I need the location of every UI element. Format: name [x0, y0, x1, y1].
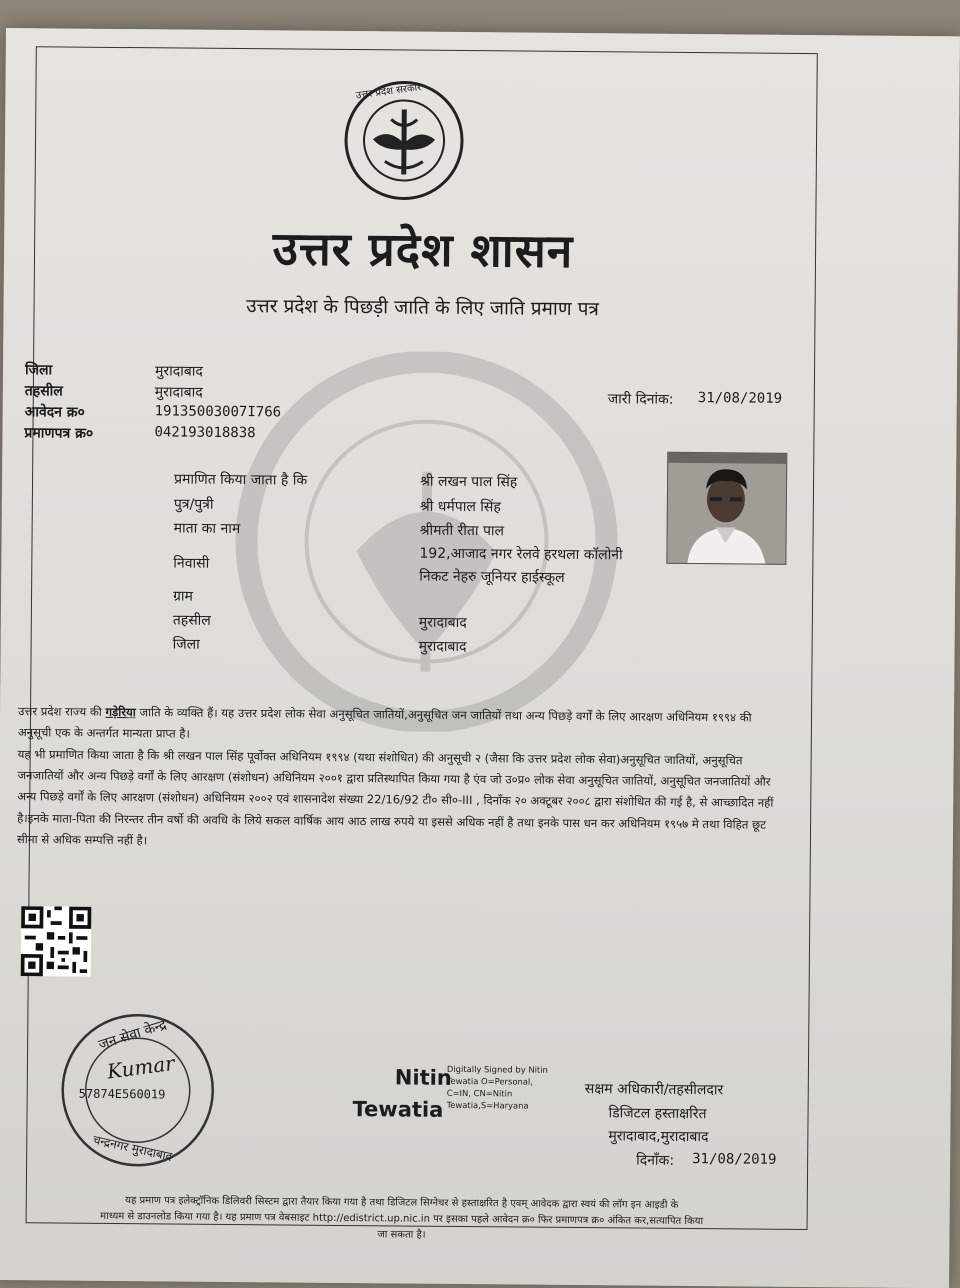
certificate-value: 042193018838: [154, 424, 256, 442]
details-district-label: जिला: [172, 636, 200, 653]
footer-line2: माध्यम से डाउनलोड किया गया है। यह प्रमाण पत्र वेबसाइट http://edistrict.up.nic.in पर इसका पहले आवेदन क्र० फिर प्रमाणपत्र क्र० अंकित कर,सत्यापित किया: [100, 1210, 704, 1228]
details-tehsil-value: मुरादाबाद: [418, 614, 467, 632]
resident-address-line2: निकट नेहरु जूनियर हाईस्कूल: [419, 568, 565, 586]
digital-signature-details: [447, 1063, 548, 1112]
certificate-paper: [0, 28, 960, 1288]
qr-code-icon: [18, 906, 95, 977]
seal-number: 57874E560019: [78, 1086, 166, 1102]
certified-label: प्रमाणित किया जाता है कि: [173, 471, 308, 489]
applicant-photo: [666, 452, 787, 565]
tehsil-value: मुरादाबाद: [154, 384, 203, 401]
page-title: उत्तर प्रदेश शासन: [272, 221, 574, 278]
footer-line1: यह प्रमाण पत्र इलेक्ट्रॉनिक डिलिवरी सिस्टम द्वारा तैयार किया गया है तथा डिजिटल सिग्नेचर से हस्ताक्षरित है एवम् आवेदक द्वारा स्वयं की लॉग इन आइडी के: [125, 1195, 679, 1211]
son-label: पुत्र/पुत्री: [173, 496, 214, 513]
certificate-label: प्रमाणपत्र क्र०: [24, 425, 94, 442]
authority-date-value: 31/08/2019: [692, 1151, 777, 1168]
seal-bottom-text: चन्द्रनगर मुरादाबाद: [91, 1132, 174, 1164]
mother-label: माता का नाम: [173, 520, 241, 538]
resident-label: निवासी: [173, 555, 210, 572]
digital-signature-line2: Tewatia O=Personal,: [446, 1075, 533, 1087]
issue-date-label: जारी दिनांक:: [607, 391, 674, 408]
district-label: जिला: [24, 362, 53, 379]
caste-paragraph-end: जाति के व्यक्ति हैं। यह उत्तर प्रदेश लोक सेवा अनुसूचित जातियों,अनुसूचित जन जातियों तथा अन्य पिछड़े वर्गों के लिए आरक्षण अधिनियम १९९४ की अनुसूची एक के अन्तर्गत मान्यता प्राप्त है।: [17, 705, 752, 741]
footer-note: [15, 1192, 787, 1247]
application-value: 19135003007I766: [154, 403, 282, 421]
emblem-text: उत्तर प्रदेश सरकार: [355, 82, 422, 102]
details-district-value: मुरादाबाद: [418, 638, 467, 656]
district-value: मुरादाबाद: [154, 363, 203, 380]
page-subtitle: उत्तर प्रदेश के पिछड़ी जाति के लिए जाति प्रमाण पत्र: [246, 295, 600, 321]
up-govt-emblem: [342, 79, 465, 206]
authority-date-label: दिनाँक:: [636, 1152, 675, 1169]
authority-location: मुरादाबाद,मुरादाबाद: [608, 1128, 709, 1146]
digital-signature-line1: Digitally Signed by Nitin: [446, 1063, 548, 1075]
digital-signer-last-name: Tewatia: [352, 1097, 444, 1122]
tehsil-label: तहसील: [24, 383, 63, 400]
resident-address-line1: 192,आजाद नगर रेलवे हरथला कॉलोनी: [419, 545, 623, 564]
village-label: ग्राम: [172, 588, 194, 605]
seal-top-text: जन सेवा केन्द्र: [96, 1016, 169, 1054]
issue-date-value: 31/08/2019: [697, 390, 783, 407]
caste-paragraph-start: उत्तर प्रदेश राज्य की: [17, 704, 106, 719]
mother-name: श्रीमती रीता पाल: [419, 522, 505, 540]
authority-title: सक्षम अधिकारी/तहसीलदार: [584, 1081, 724, 1099]
certified-name: श्री लखन पाल सिंह: [419, 473, 518, 491]
certification-paragraph: यह भी प्रमाणित किया जाता है कि श्री लखन पाल सिंह पूर्वोक्त अधिनियम १९९४ (यथा संशोधित) की अनुसूची २ (जैसा कि उत्तर प्रदेश लोक सेवा)अनुसूचित जातियों, अनुसूचित जनजातियों और अन्य पिछड़े वर्गों के लिए आरक्षण (संशोधन) अधिनियम २००१ द्वारा प्रतिस्थापित किया गया है एंव जो उ०प्र० लोक सेवा अनुसूचित जातियों, अनुसूचित जनजातियों और अन्य पिछड़े वर्गों के लिए आरक्षण (संशोधन) अधिनियम २००२ एवं शासनादेश संख्या 22/16/92 टी० सी०-III , दिनाँक २० अक्टूबर २००८ द्वारा संशोधित की गई है, से आच्छादित नहीं है।इनके माता-पिता की निरन्तर तीन वर्षो की अवधि के लिये सकल वार्षिक आय आठ लाख रुपये या इससे अधिक नहीं है तथा इनके पास धन कर अधिनियम १९५७ मे तथा विहित छूट सीमा से अधिक सम्पत्ति नहीं है।: [16, 747, 774, 848]
digital-signer-first-name: Nitin: [394, 1065, 452, 1090]
seal-signature: Kumar: [105, 1050, 177, 1084]
digital-signature-line4: Tewatia,S=Haryana: [446, 1099, 529, 1111]
father-name: श्री धर्मपाल सिंह: [419, 498, 501, 516]
authority-digital-signed: डिजिटल हस्ताक्षरित: [608, 1105, 707, 1123]
caste-name: गड़ेरिया: [105, 704, 136, 720]
footer-line3: जा सकता है।: [377, 1229, 426, 1241]
details-tehsil-label: तहसील: [172, 612, 211, 629]
applicant-photo-image: [667, 453, 786, 564]
caste-paragraph: [18, 701, 788, 750]
csc-seal: [58, 1011, 217, 1174]
application-label: आवेदन क्र०: [24, 404, 85, 421]
digital-signature-line3: C=IN, CN=Nitin: [446, 1087, 513, 1099]
